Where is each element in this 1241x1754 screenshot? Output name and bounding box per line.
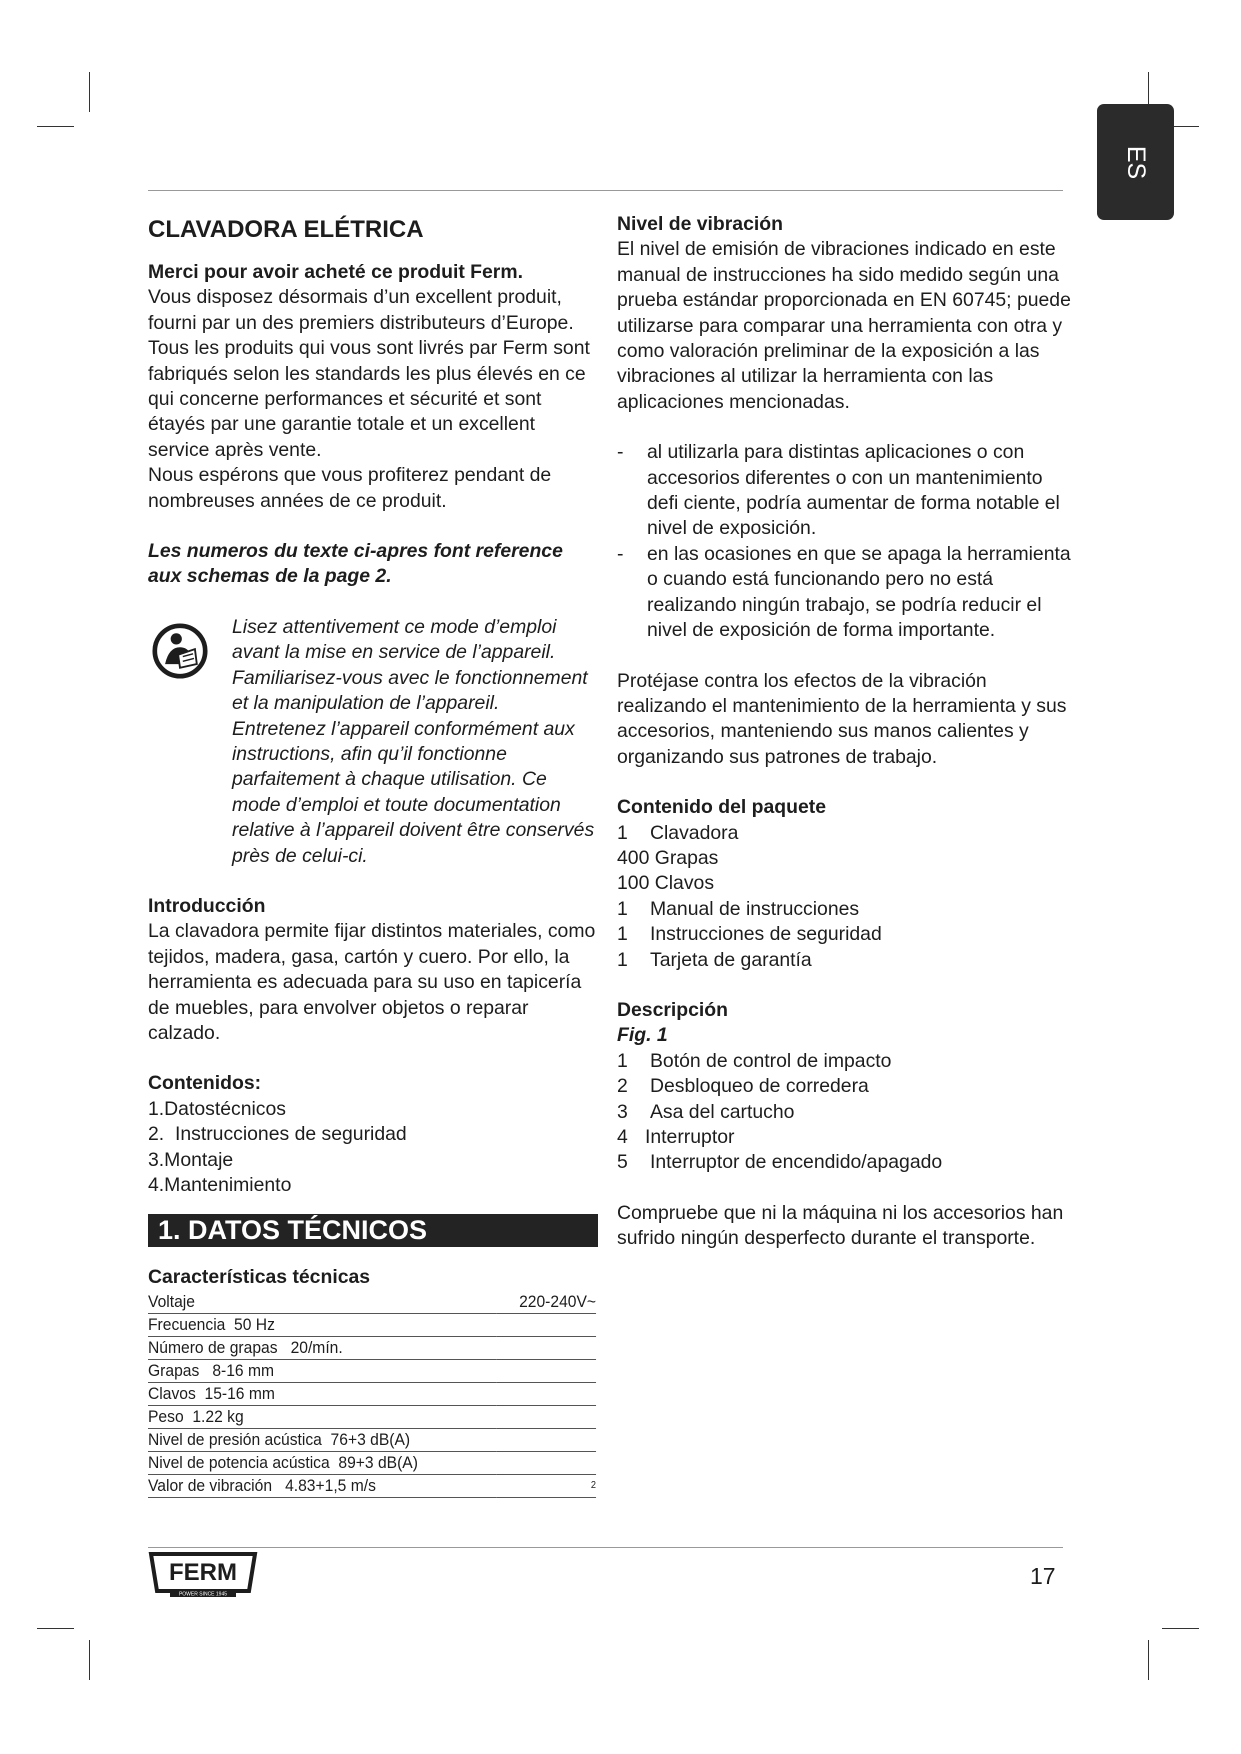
spec-label: Peso 1.22 kg [148,1405,497,1428]
logo-brand: FERM [169,1559,237,1586]
list-item [617,1125,1072,1150]
part-number: 4 [617,1126,628,1148]
thanks-body: Vous disposez désormais d’un excellent produit, fourni par un des premiers distributeurs d’Europe. Tous les produits qui vous sont livrés par Ferm sont fabriqués selon les standards les plus élevés en ce qui concerne performances et sécurité et sont étayés par une garantie totale et un excellent service après vente. [148,286,590,461]
package-item: Tarjeta de garantía [650,948,812,971]
spec-value [497,1405,596,1428]
language-tab [1097,104,1174,220]
list-item [617,1049,1072,1074]
spec-label: Grapas 8-16 mm [148,1359,497,1382]
contents-item: 3.Montaje [148,1148,234,1171]
contents-item: 1.Datostécnicos [148,1097,286,1120]
logo-tagline: POWER SINCE 1945 [178,1591,228,1598]
thanks-heading: Merci pour avoir acheté ce produit Ferm. [148,261,523,283]
part-label: Interruptor de encendido/apagado [650,1151,943,1174]
crop-mark [89,1640,90,1680]
part-number: 5 [617,1151,628,1174]
spec-value: 2 [497,1474,596,1497]
spec-label: Valor de vibración 4.83+1,5 m/s [148,1474,497,1497]
package-item: Manual de instrucciones [650,897,860,920]
specs-table [148,1291,596,1498]
thanks-body-2: Nous espérons que vous profiterez pendant de nombreuses années de ce produit. [148,464,552,512]
protect-body: Protéjase contra los efectos de la vibración realizando el mantenimiento de la herramienta y sus accesorios, manteniendo sus manos calientes y organizando sus patrones de trabajo. [617,669,1067,768]
list-item [617,897,1072,922]
package-qty: 1 [617,948,628,971]
right-column [617,212,1072,1252]
part-number: 3 [617,1100,628,1123]
table-row [148,1451,596,1474]
contents-heading: Contenidos: [148,1072,262,1095]
crop-mark [37,126,74,127]
list-item: - al utilizarla para distintas aplicaciones o con accesorios diferentes o con un mantenimiento defi ciente, podría aumentar de forma notable el nivel de exposición. [617,441,1060,540]
list-item [617,846,1072,871]
crop-mark [1162,1628,1199,1629]
list-item [617,1074,1072,1099]
left-column [148,212,598,1498]
table-row [148,1405,596,1428]
table-row [148,1313,596,1336]
contents-item: 2. Instrucciones de seguridad [148,1123,407,1146]
reference-note: Les numeros du texte ci-apres font reference aux schemas de la page 2. [148,540,563,588]
package-qty: 1 [617,821,628,844]
spec-label: Clavos 15-16 mm [148,1382,497,1405]
spec-value [497,1336,596,1359]
intro-body: La clavadora permite fijar distintos materiales, como tejidos, madera, gasa, cartón y cuero. Por ello, la herramienta es adecuada para su uso en tapicería de muebles, para envolver objetos o reparar calzado. [148,920,596,1044]
section-title: 1. DATOS TÉCNICOS [148,1214,598,1247]
language-tab-label: ES [1121,145,1150,179]
crop-mark [1148,1640,1149,1680]
part-label: Asa del cartucho [650,1100,795,1123]
warning-block [148,615,598,869]
crop-mark [37,1628,74,1629]
table-row [148,1474,596,1497]
package-heading: Contenido del paquete [617,796,826,819]
list-item [617,948,1072,973]
spec-label: Nivel de potencia acústica 89+3 dB(A) [148,1451,497,1474]
table-row [148,1291,596,1314]
package-qty: 400 Grapas [617,846,719,869]
list-item [617,821,1072,846]
package-item: Clavadora [650,821,739,844]
package-qty: 1 [617,897,628,920]
part-number: 1 [617,1049,628,1072]
check-body: Compruebe que ni la máquina ni los accesorios han sufrido ningún desperfecto durante el transporte. [617,1201,1064,1250]
table-row [148,1382,596,1405]
vibration-heading: Nivel de vibración [617,213,783,235]
header-rule [148,190,1063,191]
footer-rule [148,1547,1063,1548]
spec-value: 220-240V~ [497,1291,596,1314]
list-item [617,1100,1072,1125]
spec-value [497,1313,596,1336]
page-title: CLAVADORA ELÉTRICA [148,216,424,243]
spec-label: Nivel de presión acústica 76+3 dB(A) [148,1428,497,1451]
description-heading: Descripción [617,998,728,1021]
vibration-body: El nivel de emisión de vibraciones indicado en este manual de instrucciones ha sido medido según una prueba estándar proporcionada en EN 60745; puede utilizarse para comparar una herramienta con otra y como valoración preliminar de la exposición a las vibraciones al utilizar la herramienta con las aplicaciones mencionadas. [617,238,1071,413]
spec-value [497,1451,596,1474]
list-item: - en las ocasiones en que se apaga la herramienta o cuando está funcionando pero no está realizando ningún trabajo, se podría reducir el nivel de exposición de forma importante. [617,542,1071,642]
page-number: 17 [1030,1563,1056,1589]
ferm-logo [148,1551,258,1599]
bullet-text: en las ocasiones en que se apaga la herramienta o cuando está funcionando pero no está realizando ningún trabajo, se podría reducir el nivel de exposición de forma importante. [647,542,1071,642]
part-number: 2 [617,1075,628,1098]
table-row [148,1428,596,1451]
list-item [617,1150,1072,1175]
crop-mark [89,72,90,112]
list-item [617,871,1072,896]
part-label: Botón de control de impacto [650,1049,892,1072]
read-manual-icon [152,623,208,679]
part-label: Desbloqueo de corredera [650,1075,869,1098]
spec-value [497,1382,596,1405]
spec-label: Voltaje [148,1291,497,1314]
table-row [148,1336,596,1359]
package-qty: 1 [617,923,628,946]
contents-item: 4.Mantenimiento [148,1174,292,1196]
fig-label: Fig. 1 [617,1024,668,1047]
list-item [617,922,1072,947]
package-item: Instrucciones de seguridad [650,923,882,946]
spec-value [497,1359,596,1382]
table-row [148,1359,596,1382]
spec-label: Frecuencia 50 Hz [148,1313,497,1336]
warning-text: Lisez attentivement ce mode d’emploi avant la mise en service de l’appareil. Familiarisez-vous avec le fonctionnement et la manipulation de l’appareil. Entretenez l’appareil conformément aux instructions, afin qu’il fonctionne parfaitement à chaque utilisation. Ce mode d’emploi et toute documentation relative à l’appareil doivent être conservés près de celui-ci. [232,615,595,867]
spec-value [497,1428,596,1451]
specs-heading: Características técnicas [148,1266,371,1289]
package-qty: 100 Clavos [617,872,715,895]
spec-label: Número de grapas 20/mín. [148,1336,497,1359]
bullet-text: al utilizarla para distintas aplicaciones o con accesorios diferentes o con un mantenimiento defi ciente, podría aumentar de forma notable el nivel de exposición. [647,441,1060,540]
intro-heading: Introducción [148,894,266,917]
part-label: Interruptor [645,1126,735,1148]
